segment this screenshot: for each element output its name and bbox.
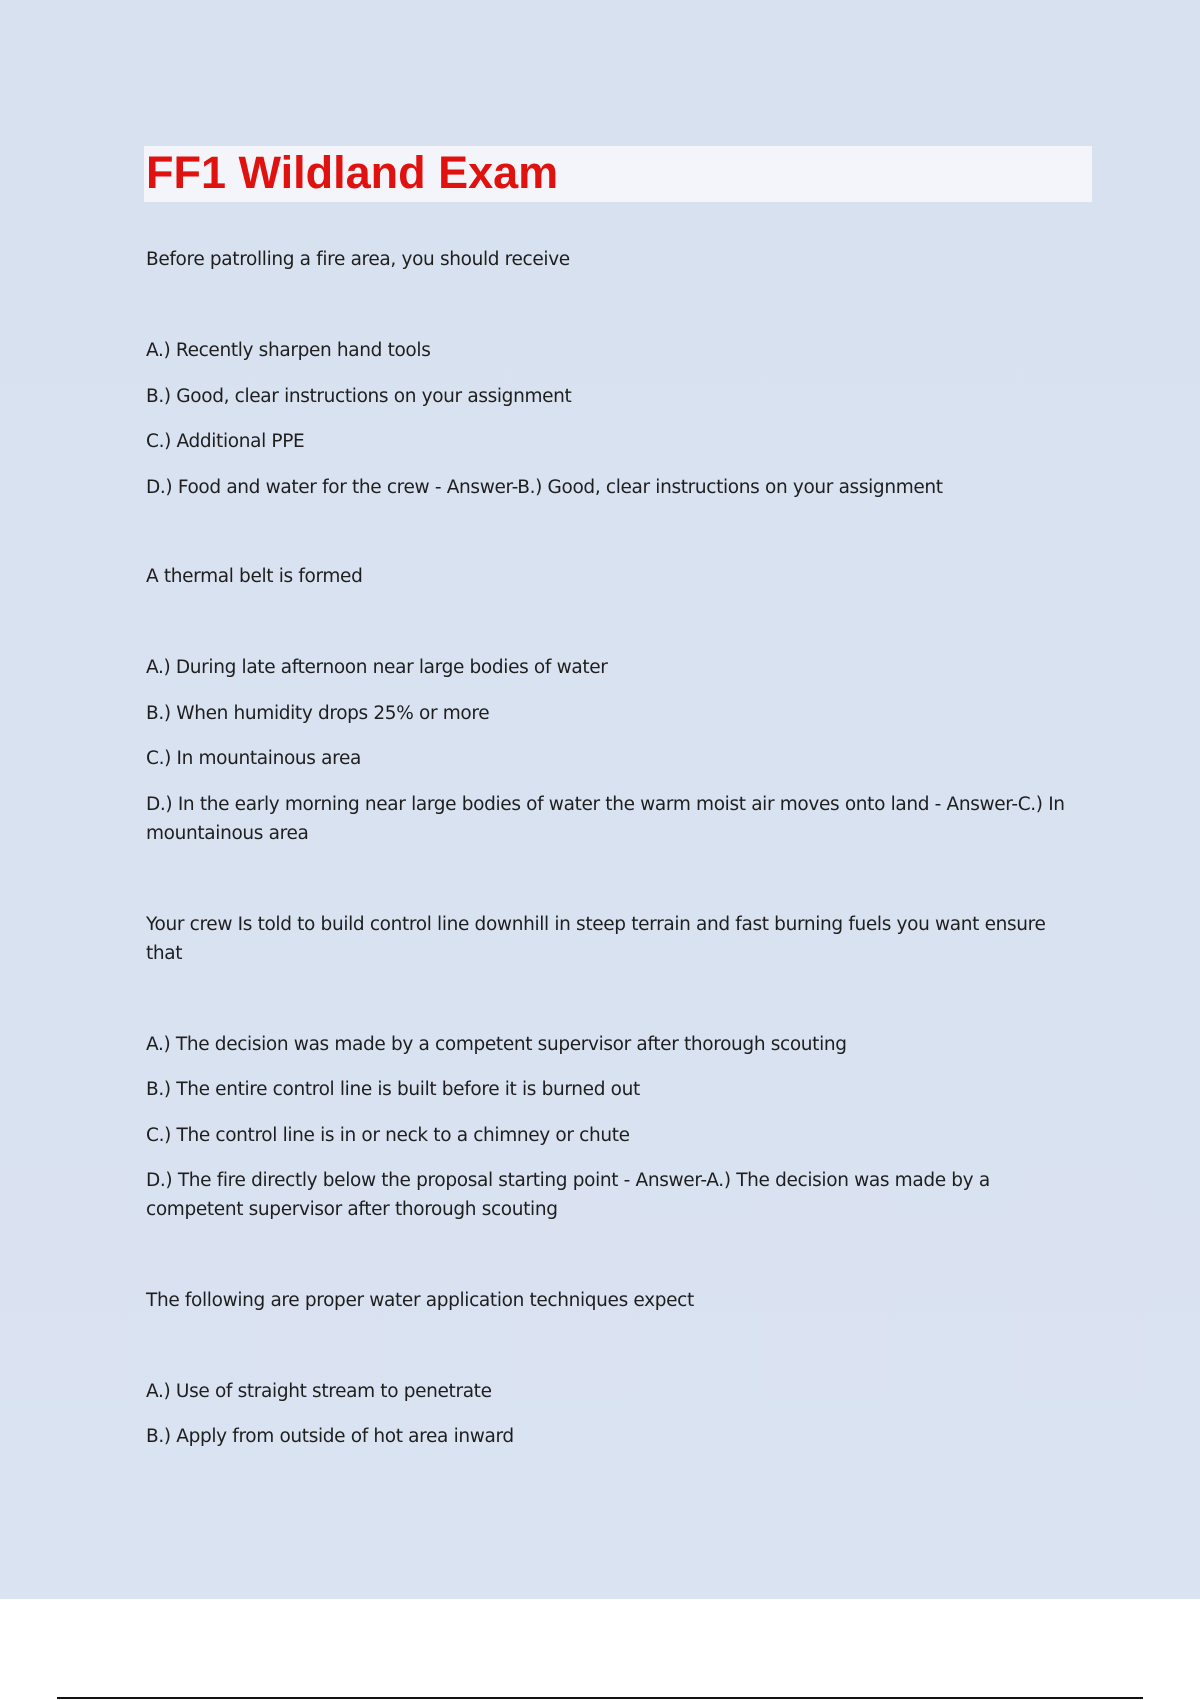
question-3-prompt: Your crew Is told to build control line downhill in steep terrain and fast burning fuels you want ensure that — [146, 914, 1046, 964]
question-2-option-d: D.) In the early morning near large bodies of water the warm moist air moves onto land - Answer-C.) In mountainous area — [146, 794, 1065, 844]
question-3-option-a: A.) The decision was made by a competent supervisor after thorough scouting — [146, 1034, 847, 1055]
question-2-option-b: B.) When humidity drops 25% or more — [146, 703, 490, 724]
question-1-option-d: D.) Food and water for the crew - Answer-B.) Good, clear instructions on your assignment — [146, 477, 943, 498]
document-title: FF1 Wildland Exam — [146, 147, 559, 198]
footer-rule — [57, 1697, 1143, 1699]
question-4-option-a: A.) Use of straight stream to penetrate — [146, 1381, 492, 1402]
question-3-option-c: C.) The control line is in or neck to a chimney or chute — [146, 1125, 630, 1146]
question-1-option-b: B.) Good, clear instructions on your assignment — [146, 386, 572, 407]
question-2-option-a: A.) During late afternoon near large bodies of water — [146, 657, 608, 678]
question-4-option-b: B.) Apply from outside of hot area inward — [146, 1426, 514, 1447]
question-1-prompt: Before patrolling a fire area, you should receive — [146, 249, 570, 270]
question-2-option-c: C.) In mountainous area — [146, 748, 361, 769]
question-1-option-c: C.) Additional PPE — [146, 431, 305, 452]
question-2-prompt: A thermal belt is formed — [146, 566, 363, 587]
question-3-option-b: B.) The entire control line is built before it is burned out — [146, 1079, 640, 1100]
question-1-option-a: A.) Recently sharpen hand tools — [146, 340, 431, 361]
question-4-prompt: The following are proper water application techniques expect — [146, 1290, 694, 1311]
question-3-option-d: D.) The fire directly below the proposal starting point - Answer-A.) The decision was made by a competent supervisor after thorough scouting — [146, 1170, 990, 1220]
